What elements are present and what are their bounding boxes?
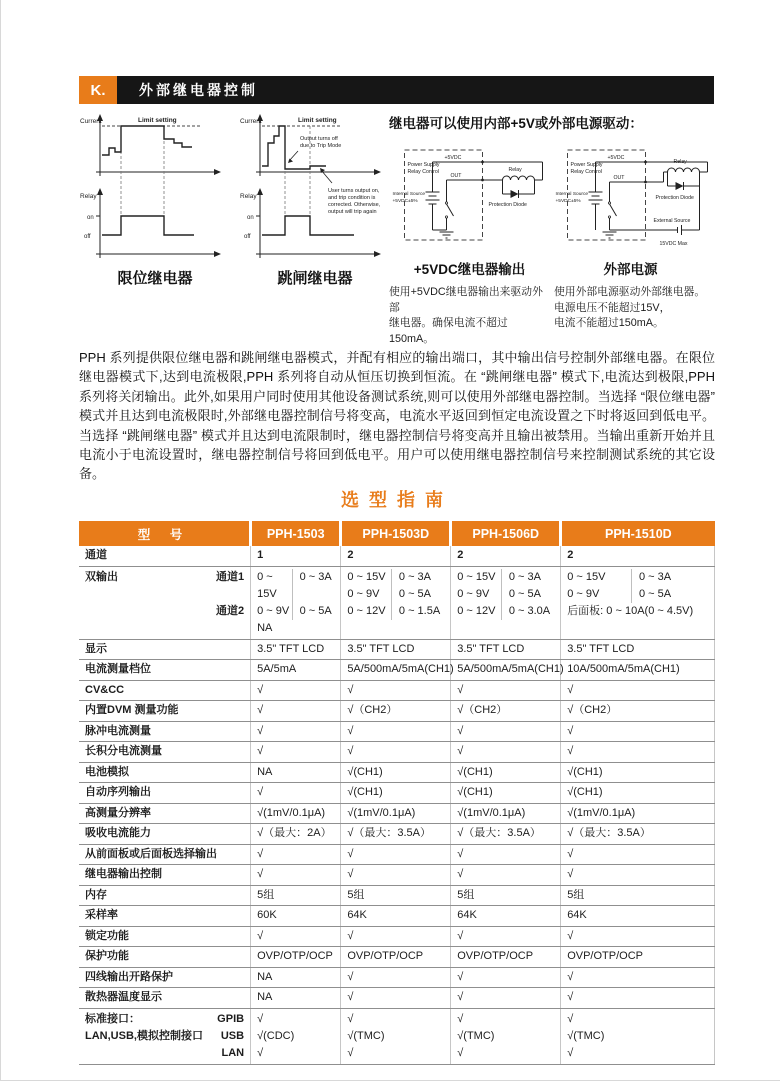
spec-label-cell: 高测量分辨率	[79, 803, 251, 824]
trip-note-line2: due to Trip Mode	[300, 143, 342, 149]
spec-value-cell: √	[251, 721, 341, 742]
spec-label-cell: 保护功能	[79, 947, 251, 968]
spec-label-cell: 吸收电流能力	[79, 824, 251, 845]
table-row	[79, 680, 715, 701]
limit-relay-block	[79, 110, 231, 288]
spec-value-cell: √(CH1)	[561, 783, 715, 804]
spec-value-cell: 1	[251, 546, 341, 566]
spec-value-cell: 2	[451, 546, 561, 566]
spec-value-cell: √	[251, 742, 341, 763]
spec-value-cell: √	[451, 967, 561, 988]
external-source-circuit-diagram	[554, 142, 715, 252]
power-supply-label-line2: Relay Control	[570, 169, 602, 175]
circuit-descriptions	[389, 285, 715, 347]
limit-relay-waveform-diagram	[79, 110, 231, 262]
spec-label-cell: 内置DVM 测量功能	[79, 701, 251, 722]
spec-value-cell: 0 ~ 15V 0 ~ 3A 0 ~ 9V 0 ~ 5A 后面板: 0 ~ 10A(0 ~ 4.5V)	[561, 566, 715, 639]
spec-value-cell: 5A/500mA/5mA(CH1)	[341, 660, 451, 681]
spec-value-cell: √(CH1)	[341, 783, 451, 804]
spec-value-cell: √(1mV/0.1μA)	[561, 803, 715, 824]
spec-label-cell: 电流测量档位	[79, 660, 251, 681]
spec-label-cell: 锁定功能	[79, 926, 251, 947]
external-source-label: External Source	[653, 218, 691, 224]
vdc-label: +5VDC	[607, 155, 625, 161]
spec-value-cell: 3.5" TFT LCD	[341, 639, 451, 660]
spec-value-cell: √(CH1)	[561, 762, 715, 783]
spec-value-cell: √（最大：2A）	[251, 824, 341, 845]
trip-note-line1: Output turns off	[300, 136, 338, 142]
table-row	[79, 762, 715, 783]
spec-value-cell: 64K	[561, 906, 715, 927]
spec-value-cell: √ √(TMC) √	[341, 1008, 451, 1064]
spec-value-cell: 64K	[341, 906, 451, 927]
table-body	[79, 546, 715, 1064]
selection-guide-title: 选型指南	[341, 490, 453, 510]
limit-setting-label: Limit setting	[298, 117, 337, 124]
table-row	[79, 803, 715, 824]
off-label: off	[244, 234, 251, 240]
out-label: OUT	[450, 173, 462, 179]
spec-value-cell: √ √(CDC) √	[251, 1008, 341, 1064]
spec-value-cell: 0 ~ 15V 0 ~ 3A 0 ~ 9V 0 ~ 5A 0 ~ 12V 0 ~ 3.0A	[451, 566, 561, 639]
spec-value-cell: √(CH1)	[451, 783, 561, 804]
spec-value-cell: √	[451, 721, 561, 742]
selection-guide-section	[79, 486, 715, 1065]
spec-value-cell: √	[451, 926, 561, 947]
table-row	[79, 824, 715, 845]
spec-value-cell: √（最大：3.5A）	[561, 824, 715, 845]
external-circuit-caption: 外部电源	[603, 262, 658, 277]
table-row	[79, 783, 715, 804]
table-row	[79, 742, 715, 763]
spec-value-cell: 10A/500mA/5mA(CH1)	[561, 660, 715, 681]
spec-value-cell: √	[341, 988, 451, 1009]
spec-value-cell: √	[561, 967, 715, 988]
limit-relay-caption: 限位继电器	[117, 270, 193, 287]
spec-value-cell: √(CH1)	[341, 762, 451, 783]
spec-value-cell: √	[561, 926, 715, 947]
spec-value-cell: 0 ~ 15V 0 ~ 3A 0 ~ 9V 0 ~ 5A 0 ~ 12V 0 ~ 1.5A	[341, 566, 451, 639]
spec-value-cell: 5组	[251, 885, 341, 906]
spec-value-cell: √	[451, 844, 561, 865]
table-row	[79, 947, 715, 968]
table-row	[79, 701, 715, 722]
internal-source-label-line1: Internal Source	[555, 192, 589, 197]
spec-value-cell: √（最大：3.5A）	[451, 824, 561, 845]
current-axis-label: Current	[80, 118, 102, 125]
trip-relay-waveform-diagram	[239, 110, 391, 262]
selection-guide-table	[79, 521, 715, 1065]
table-header	[79, 521, 715, 546]
spec-value-cell: √(1mV/0.1μA)	[341, 803, 451, 824]
spec-label-cell: 内存	[79, 885, 251, 906]
spec-value-cell: √	[251, 844, 341, 865]
spec-value-cell: √(1mV/0.1μA)	[251, 803, 341, 824]
spec-value-cell: 3.5" TFT LCD	[561, 639, 715, 660]
spec-value-cell: 5组	[341, 885, 451, 906]
spec-value-cell: 0 ~ 15V 0 ~ 3A 0 ~ 9V 0 ~ 5A NA	[251, 566, 341, 639]
spec-label-cell: 继电器输出控制	[79, 865, 251, 886]
trip-relay-block	[239, 110, 391, 288]
spec-value-cell: √(1mV/0.1μA)	[451, 803, 561, 824]
spec-value-cell: √（最大：3.5A）	[341, 824, 451, 845]
power-supply-label-line2: Relay Control	[407, 169, 439, 175]
relay-drive-heading: 继电器可以使用内部+5V或外部电源驱动：	[389, 116, 643, 131]
spec-value-cell: 2	[561, 546, 715, 566]
spec-value-cell: √	[341, 680, 451, 701]
spec-label-cell: 通道	[79, 546, 251, 566]
spec-value-cell: 3.5" TFT LCD	[251, 639, 341, 660]
spec-value-cell: NA	[251, 967, 341, 988]
table-row	[79, 546, 715, 566]
user-note-line2: and trip condition is	[328, 195, 376, 201]
internal-supply-circuit-block	[389, 142, 550, 252]
spec-value-cell: NA	[251, 762, 341, 783]
spec-label-cell: 双输出 通道1 通道2	[79, 566, 251, 639]
spec-label-cell: 标准接口： LAN,USB,模拟控制接口 GPIB USB LAN	[79, 1008, 251, 1064]
spec-value-cell: √	[341, 865, 451, 886]
table-row	[79, 865, 715, 886]
spec-value-cell: 2	[341, 546, 451, 566]
spec-value-cell: √	[561, 742, 715, 763]
model-column-header: PPH-1503	[251, 521, 341, 546]
spec-value-cell: 64K	[451, 906, 561, 927]
spec-value-cell: √	[341, 926, 451, 947]
spec-value-cell: √	[341, 967, 451, 988]
internal-source-label-line2: +5VDC±5%	[392, 199, 418, 204]
external-source-circuit-block	[554, 142, 715, 252]
relay-axis-label: Relay	[240, 193, 257, 200]
power-supply-label-line1: Power Supply	[407, 162, 440, 168]
spec-value-cell: √	[561, 865, 715, 886]
circuit-captions	[389, 258, 715, 278]
spec-label-cell: 显示	[79, 639, 251, 660]
spec-label-cell: 长积分电流测量	[79, 742, 251, 763]
spec-value-cell: √	[561, 721, 715, 742]
spec-value-cell: 5组	[451, 885, 561, 906]
table-row	[79, 1008, 715, 1064]
user-note-line3: corrected. Otherwise,	[328, 202, 381, 208]
spec-value-cell: √(CH1)	[451, 762, 561, 783]
power-supply-label-line1: Power Supply	[570, 162, 603, 168]
spec-value-cell: 5A/500mA/5mA(CH1)	[451, 660, 561, 681]
spec-value-cell: OVP/OTP/OCP	[341, 947, 451, 968]
table-row	[79, 967, 715, 988]
table-row	[79, 926, 715, 947]
spec-value-cell: 5A/5mA	[251, 660, 341, 681]
spec-value-cell: √	[251, 783, 341, 804]
spec-label-cell: 四线输出开路保护	[79, 967, 251, 988]
body-paragraph: PPH 系列提供限位继电器和跳闸继电器模式，并配有相应的输出端口，其中输出信号控制外部继电器。在限位继电器模式下,达到电流极限,PPH 系列将自动从恒压切换到恒流。在 “跳闸继电器” 模式下,电流达到极限,PPH 系列将关闭输出。此外,如果用户同时使用其他设备测试系统,则可以使用外部继电器控制。当选择 “限位继电器” 模式并且达到电流极限时,外部继电器控制信号将变高，电流水平返回到恒定电流设置之下时将返回到低电平。当选择 “跳闸继电器” 模式并且达到电流限制时，继电器控制信号将变高并且输出被禁用。当输出重新开始并且电流小于电流设置时，继电器控制信号将回到低电平。用户可以使用继电器控制信号来控制测试系统的其它设备。	[79, 350, 715, 482]
spec-value-cell: NA	[251, 988, 341, 1009]
table-row	[79, 566, 715, 639]
limit-setting-label: Limit setting	[138, 117, 177, 124]
spec-value-cell: √ √(TMC) √	[451, 1008, 561, 1064]
section-letter: K.	[79, 76, 117, 104]
table-row	[79, 639, 715, 660]
on-label: on	[247, 215, 254, 221]
spec-label-cell: 电池模拟	[79, 762, 251, 783]
table-row	[79, 988, 715, 1009]
spec-value-cell: √	[451, 742, 561, 763]
model-column-header: PPH-1510D	[561, 521, 715, 546]
spec-value-cell: 60K	[251, 906, 341, 927]
relay-axis-label: Relay	[80, 193, 97, 200]
spec-value-cell: √	[251, 926, 341, 947]
spec-value-cell: √	[561, 844, 715, 865]
user-note-line4: output will trip again	[328, 209, 377, 215]
internal-source-label-line1: Internal Source	[392, 192, 426, 197]
table-row	[79, 660, 715, 681]
section-header	[79, 76, 714, 104]
vdc-label: +5VDC	[444, 155, 462, 161]
spec-value-cell: √	[561, 988, 715, 1009]
model-column-header: PPH-1503D	[341, 521, 451, 546]
spec-value-cell: √	[251, 680, 341, 701]
spec-label-cell: 散热器温度显示	[79, 988, 251, 1009]
spec-label-cell: CV&CC	[79, 680, 251, 701]
trip-relay-caption: 跳闸继电器	[277, 270, 353, 287]
relay-label: Relay	[508, 167, 522, 173]
spec-value-cell: √	[251, 865, 341, 886]
internal-circuit-caption: +5VDC继电器输出	[413, 262, 526, 277]
external-max-label: 15VDC Max	[659, 241, 688, 247]
section-title: 外部继电器控制	[117, 76, 714, 104]
spec-value-cell: √	[451, 865, 561, 886]
relay-drive-section	[389, 112, 715, 347]
model-header-label: 型 号	[79, 521, 251, 546]
table-row	[79, 844, 715, 865]
on-label: on	[87, 215, 94, 221]
spec-label-cell: 自动序列输出	[79, 783, 251, 804]
user-note-line1: User turns output on,	[328, 188, 380, 194]
spec-label-cell: 采样率	[79, 906, 251, 927]
spec-value-cell: √（CH2）	[561, 701, 715, 722]
spec-value-cell: √ √(TMC) √	[561, 1008, 715, 1064]
spec-value-cell: √	[341, 844, 451, 865]
protection-diode-label: Protection Diode	[488, 202, 527, 208]
spec-value-cell: OVP/OTP/OCP	[251, 947, 341, 968]
spec-value-cell: √	[451, 988, 561, 1009]
protection-diode-label: Protection Diode	[655, 195, 694, 201]
model-column-header: PPH-1506D	[451, 521, 561, 546]
spec-value-cell: 3.5" TFT LCD	[451, 639, 561, 660]
spec-value-cell: 5组	[561, 885, 715, 906]
off-label: off	[84, 234, 91, 240]
spec-value-cell: √	[251, 701, 341, 722]
spec-value-cell: √（CH2）	[451, 701, 561, 722]
table-row	[79, 721, 715, 742]
internal-circuit-desc: 使用+5VDC继电器输出来驱动外部 继电器。确保电流不超过150mA。	[389, 286, 543, 345]
current-axis-label: Current	[240, 118, 262, 125]
spec-value-cell: √	[451, 680, 561, 701]
waveform-section	[79, 110, 391, 288]
relay-label: Relay	[673, 159, 687, 165]
spec-value-cell: √	[341, 721, 451, 742]
internal-supply-circuit-diagram	[389, 142, 550, 252]
spec-value-cell: √	[561, 680, 715, 701]
circuits-row	[389, 142, 715, 252]
spec-label-cell: 从前面板或后面板选择输出	[79, 844, 251, 865]
table-row	[79, 906, 715, 927]
spec-value-cell: OVP/OTP/OCP	[451, 947, 561, 968]
spec-value-cell: OVP/OTP/OCP	[561, 947, 715, 968]
external-circuit-desc: 使用外部电源驱动外部继电器。 电源电压不能超过15V， 电流不能超过150mA。	[554, 286, 706, 329]
internal-source-label-line2: +5VDC±5%	[555, 199, 581, 204]
out-label: OUT	[613, 175, 625, 181]
spec-value-cell: √	[341, 742, 451, 763]
table-row	[79, 885, 715, 906]
spec-label-cell: 脉冲电流测量	[79, 721, 251, 742]
spec-value-cell: √（CH2）	[341, 701, 451, 722]
